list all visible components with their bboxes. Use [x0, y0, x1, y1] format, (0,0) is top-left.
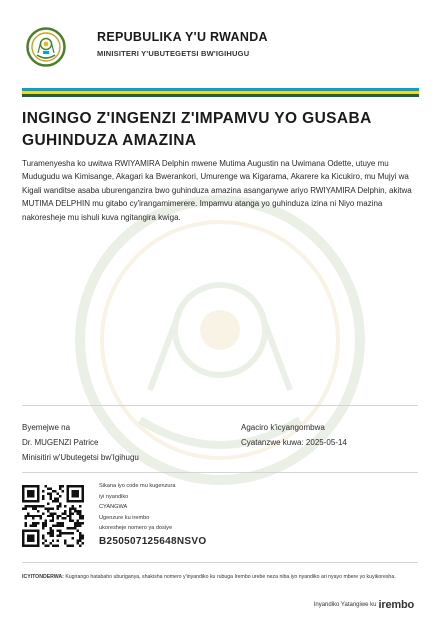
- stripe-green: [22, 94, 419, 97]
- document-header: [22, 25, 420, 75]
- divider-middle: [22, 472, 418, 473]
- verify-line-5: ukoresheje nomero ya dosiye: [99, 525, 173, 531]
- signature-block: [22, 420, 139, 465]
- warning-note: [22, 572, 414, 582]
- rwanda-coat-of-arms-icon: [26, 27, 66, 67]
- document-title: INGINGO Z'INGENZI Z'IMPAMVU YO GUSABA GUHINDUZA AMAZINA: [22, 110, 372, 149]
- verify-line-1: Sikana iyo code mu kugenzura: [99, 483, 176, 489]
- signer-name: Dr. MUGENZI Patrice: [22, 438, 99, 447]
- footer-text: Inyandiko Yatangiwe ku: [313, 602, 377, 608]
- republic-name: REPUBULIKA Y'U RWANDA: [97, 30, 268, 44]
- verify-line-4: Ugenzure ku irembo: [99, 514, 150, 521]
- qr-code[interactable]: [22, 485, 84, 547]
- irembo-logo[interactable]: irembo: [378, 599, 414, 611]
- issue-date: Cyatanzwe kuwa: 2025-05-14: [241, 438, 347, 447]
- verify-line-2: iyi nyandiko: [99, 493, 129, 500]
- note-text: Kugirango hatabaho uburiganya, shakisha nomero y'inyandiko ku rubuga Irembo urebe neza niba iyo nyandiko ari nyayo mbere yo kuyikoresha.: [63, 574, 396, 580]
- divider-bottom: [22, 562, 418, 563]
- flag-stripes: [22, 88, 419, 97]
- issue-block: [241, 420, 347, 450]
- verify-line-3: CYANGWA: [99, 504, 128, 510]
- note-label: ICYITONDERWA:: [22, 574, 64, 580]
- divider-top: [22, 405, 418, 406]
- verification-block: [99, 481, 206, 549]
- signer-position: Minisitiri w'Ubutegetsi bw'Igihugu: [22, 453, 139, 462]
- file-number: B250507125648NSVO: [99, 535, 207, 547]
- validity-label: Agaciro k'icyangombwa: [241, 423, 325, 432]
- approved-by-label: Byemejwe na: [22, 423, 71, 432]
- document-body: Turamenyesha ko uwitwa RWIYAMIRA Delphin mwene Mutima Augustin na Uwimana Odette, utuye mu Mudugudu wa Kimisange, Akagari ka Bwerankori, Umurenge wa Kigarama, Akarere ka Kicukiro, mu Mujyi wa Kigali wanditse asaba uburenganzira bwo guhinduza amazina asanganywe ariyo RWIYAMIRA Delphin, akitwa MUTIMA DELPHIN mu gitabo cy'irangamimerere. Impamvu atanga yo guhinduza izina ni Niyo mazina nakoresheje mu ishuli kuva ngitangira kwiga.: [22, 159, 412, 222]
- ministry-name: MINISITERI Y'UBUTEGETSI BW'IGIHUGU: [97, 49, 250, 58]
- footer: [314, 599, 414, 611]
